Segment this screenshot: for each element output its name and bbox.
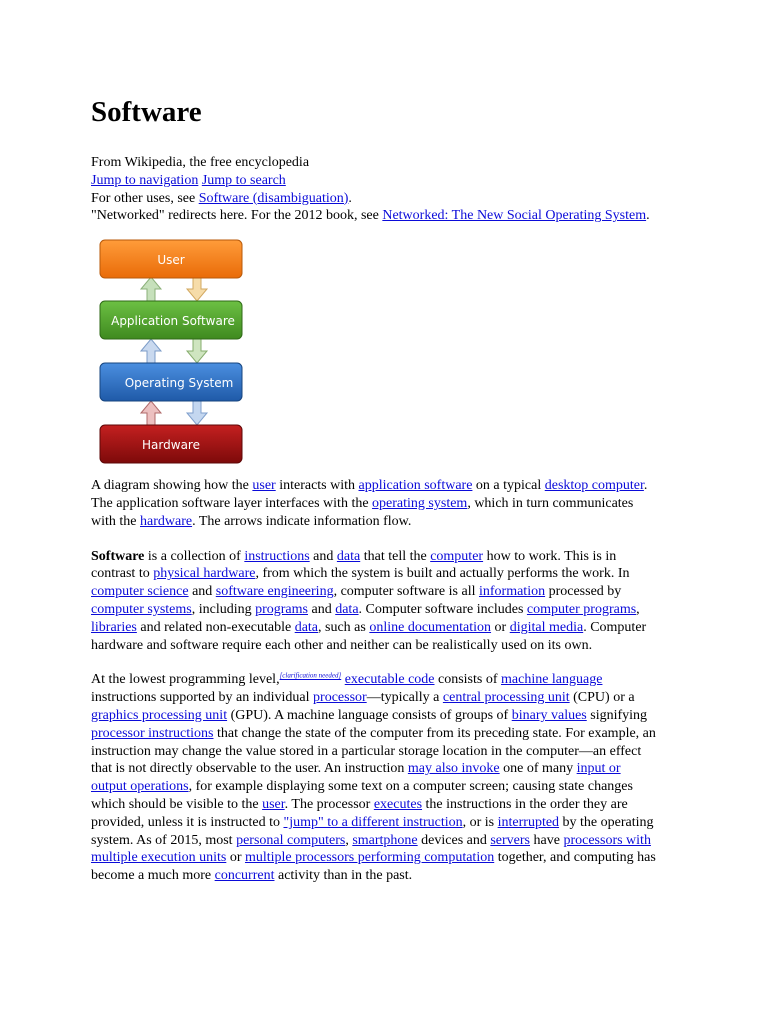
- networked-book-link[interactable]: Networked: The New Social Operating System: [382, 208, 647, 224]
- arrow-down-2: [187, 339, 207, 363]
- hatnote-punct: .: [348, 190, 352, 206]
- link-data[interactable]: data: [335, 601, 359, 617]
- text-run: , including: [191, 601, 256, 617]
- text-run: . The processor: [284, 796, 374, 812]
- disambiguation-link[interactable]: Software (disambiguation): [198, 190, 349, 206]
- link-smartphone[interactable]: smartphone: [352, 832, 418, 848]
- text-run: devices and: [417, 832, 491, 848]
- link-personal-computers[interactable]: personal computers: [236, 832, 346, 848]
- link-data[interactable]: data: [336, 548, 361, 564]
- link-servers[interactable]: servers: [490, 832, 531, 848]
- link-graphics-processing-unit[interactable]: graphics processing unit: [91, 707, 228, 723]
- link-hardware[interactable]: hardware: [140, 513, 193, 529]
- link-processor-instructions[interactable]: processor instructions: [91, 725, 214, 741]
- link-binary-values[interactable]: binary values: [511, 707, 587, 723]
- arrow-down-1: [187, 277, 207, 301]
- layer-diagram-svg: [97, 237, 245, 469]
- hatnote-punct: .: [646, 208, 650, 224]
- text-run: the instructions in the order they are provided, unless it is instructed to: [91, 796, 628, 830]
- text-run: , for example displaying some text on a computer screen; causing state changes which should be visible to the: [91, 779, 633, 812]
- application-layer-label: Application Software: [111, 314, 235, 329]
- link-computer-science[interactable]: computer science: [91, 584, 189, 600]
- text-run: or: [491, 619, 510, 635]
- link-input-or-output-operations[interactable]: input or output operations: [91, 761, 621, 795]
- arrow-down-3: [187, 401, 207, 425]
- text-run: and: [308, 601, 336, 617]
- text-run: and: [188, 584, 216, 600]
- text-run: , computer software is all: [333, 584, 479, 600]
- text-run: (GPU). A machine language consists of groups of: [227, 707, 512, 723]
- hatnote-disambiguation: [91, 190, 659, 208]
- user-layer-label: User: [157, 253, 185, 268]
- link-central-processing-unit[interactable]: central processing unit: [442, 690, 570, 706]
- link-desktop-computer[interactable]: desktop computer: [544, 478, 644, 494]
- text-run: signifying: [586, 707, 648, 723]
- link-user[interactable]: user: [262, 796, 285, 812]
- link-instructions[interactable]: instructions: [244, 548, 310, 564]
- link-operating-system[interactable]: operating system: [372, 495, 468, 511]
- link-processors-with-multiple-execution-units[interactable]: processors with multiple execution units: [91, 832, 651, 866]
- link-information[interactable]: information: [478, 584, 546, 600]
- text-run: by the operating system. As of 2015, most: [91, 814, 654, 848]
- link-executable-code[interactable]: executable code: [344, 672, 435, 688]
- hatnote-redirect: [91, 207, 659, 225]
- arrow-up-2: [141, 339, 161, 363]
- hatnote-text: "Networked" redirects here. For the 2012 book, see: [91, 208, 383, 224]
- intro-paragraph: [91, 548, 659, 655]
- site-tagline: From Wikipedia, the free encyclopedia: [91, 155, 310, 170]
- text-run: ,: [345, 832, 353, 848]
- link-physical-hardware[interactable]: physical hardware: [153, 566, 256, 582]
- link-digital-media[interactable]: digital media: [509, 619, 584, 635]
- arrow-up-3: [141, 401, 161, 425]
- arrow-up-1: [141, 277, 161, 301]
- machine-code-paragraph: [91, 671, 659, 885]
- hatnote-text: For other uses, see: [91, 190, 199, 206]
- text-run: that tell the: [360, 548, 431, 564]
- hardware-layer-label: Hardware: [142, 438, 200, 453]
- link-executes[interactable]: executes: [373, 796, 423, 812]
- jump-to-search-link[interactable]: Jump to search: [201, 172, 286, 188]
- link-application-software[interactable]: application software: [358, 478, 473, 494]
- link-user[interactable]: user: [252, 478, 276, 494]
- text-run: ,: [636, 601, 640, 617]
- link-may-also-invoke[interactable]: may also invoke: [407, 761, 500, 777]
- text-run: . Computer software includes: [358, 601, 527, 617]
- text-run: , or is: [462, 814, 498, 830]
- link-computer[interactable]: computer: [430, 548, 484, 564]
- link-jump-to-a-different-instruction[interactable]: "jump" to a different instruction: [283, 814, 463, 830]
- text-run: together, and computing has become a much more: [91, 850, 656, 884]
- text-run: . The arrows indicate information flow.: [192, 513, 412, 529]
- jump-links: [91, 172, 659, 190]
- jump-to-navigation-link[interactable]: Jump to navigation: [91, 172, 199, 188]
- os-layer-label: Operating System: [124, 376, 234, 391]
- link-concurrent[interactable]: concurrent: [214, 868, 275, 884]
- text-run: activity than in the past.: [274, 868, 413, 884]
- figure-caption: [91, 477, 659, 530]
- text-run: , which in turn communicates with the: [91, 495, 634, 529]
- text-run: . The application software layer interfaces with the: [91, 478, 648, 511]
- text-run: processed by: [545, 584, 622, 600]
- link-software-engineering[interactable]: software engineering: [215, 584, 334, 600]
- link-libraries[interactable]: libraries: [91, 619, 137, 635]
- text-run: that change the state of the computer from its preceding state. For example, an instruction may change the value stored in a particular storage location in the computer—an effect that is not directly observable to the user. An instruction: [91, 725, 656, 777]
- text-run: . Computer hardware and software require each other and neither can be realistically used on its own.: [91, 619, 647, 653]
- text-run: , from which the system is built and actually performs the work. In: [255, 566, 630, 582]
- citation-note: [280, 672, 342, 680]
- link-interrupted[interactable]: interrupted: [497, 814, 560, 830]
- text-run: is a collection of: [144, 548, 245, 564]
- link-multiple-processors-performing-computation[interactable]: multiple processors performing computation: [244, 850, 495, 866]
- link-programs[interactable]: programs: [255, 601, 308, 617]
- text-run: and: [309, 548, 337, 564]
- text-run: —typically a: [366, 690, 443, 706]
- text-run: how to work. This is in contrast to: [91, 548, 617, 582]
- text-run: At the lowest programming level,: [91, 672, 280, 688]
- text-run: (CPU) or a: [569, 690, 635, 706]
- text-run: A diagram showing how the: [91, 478, 253, 494]
- link-online-documentation[interactable]: online documentation: [369, 619, 492, 635]
- text-run: consists of: [434, 672, 501, 688]
- link-data[interactable]: data: [294, 619, 319, 635]
- link-computer-programs[interactable]: computer programs: [526, 601, 637, 617]
- article: [91, 94, 659, 885]
- text-run: interacts with: [275, 478, 359, 494]
- text-run: on a typical: [472, 478, 545, 494]
- link-machine-language[interactable]: machine language: [501, 672, 603, 688]
- text-run: , such as: [318, 619, 370, 635]
- link-processor[interactable]: processor: [313, 690, 367, 706]
- text-run: have: [530, 832, 564, 848]
- text-run: one of many: [499, 761, 577, 777]
- software-layers-diagram[interactable]: [97, 237, 245, 469]
- clarification-needed-link[interactable]: [clarification needed]: [279, 671, 342, 680]
- text-run: instructions supported by an individual: [91, 690, 314, 706]
- text-run: or: [226, 850, 245, 866]
- page-title: Software: [91, 96, 202, 128]
- link-computer-systems[interactable]: computer systems: [91, 601, 192, 617]
- bold-term: Software: [91, 548, 145, 564]
- text-run: and related non-executable: [136, 619, 295, 635]
